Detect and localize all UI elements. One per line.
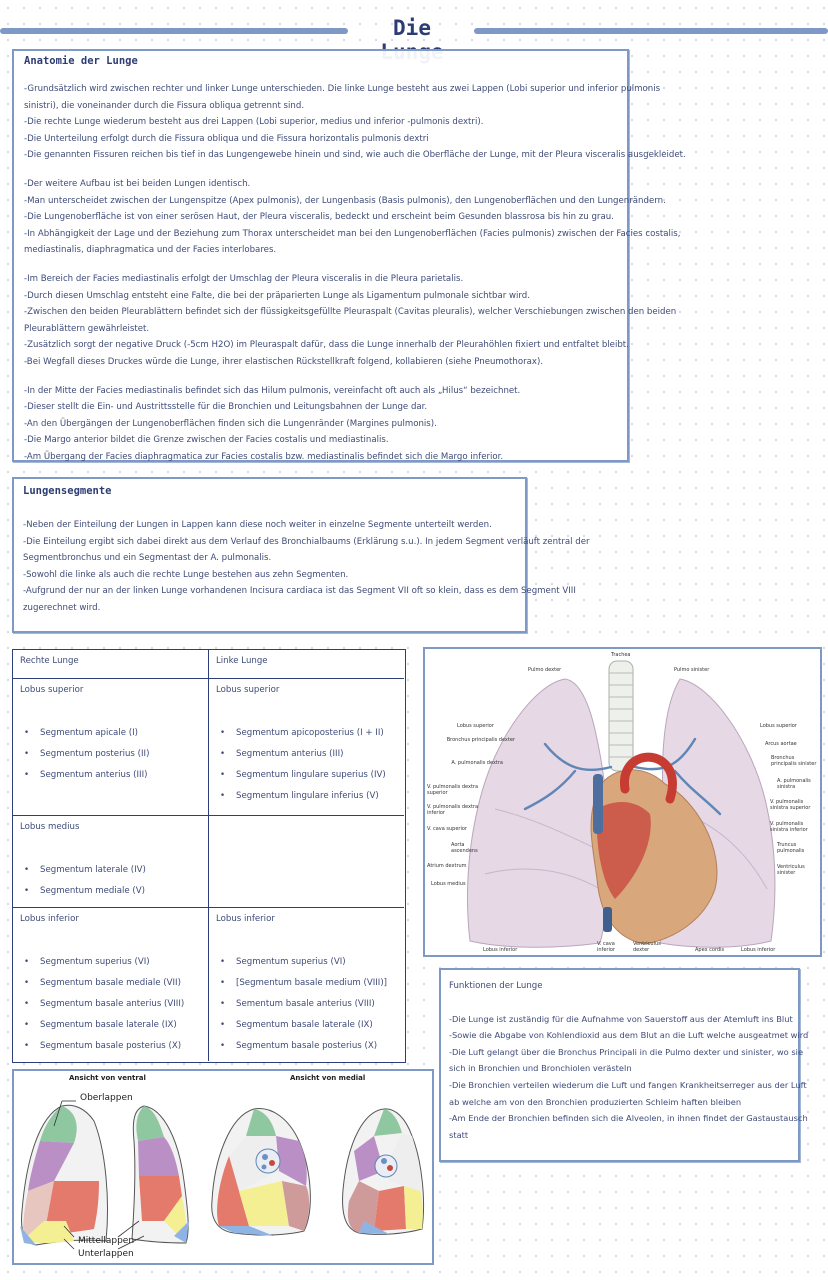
text-line: -Die Bronchien verteilen wiederum die Luft und fangen Krankheitserreger aus der Luft xyxy=(449,1079,807,1090)
list-item: • Segmentum basale laterale (IX) xyxy=(216,1015,397,1036)
segmente-box xyxy=(12,477,590,633)
lung-illustration xyxy=(425,649,820,955)
text-line: -Man unterscheidet zwischen der Lungenspitze (Apex pulmonis), der Lungenbasis (Basis pulmonis), den Lungenoberflächen und den Lungenrändern. xyxy=(24,195,666,206)
label-v-pulm-sinistra-sup: V. pulmonalis sinistra superior xyxy=(770,799,811,811)
label-lobus-inferior-l: Lobus inferior xyxy=(741,947,776,953)
list-item: • Segmentum apicoposterius (I + II) xyxy=(216,723,397,744)
list-item: • Segmentum basale mediale (VII) xyxy=(20,973,201,994)
list-item: • Segmentum superius (VI) xyxy=(216,952,397,973)
segment-list xyxy=(20,860,201,902)
segment-list xyxy=(216,952,397,1057)
label-v-pulm-dextra-sup: V. pulmonalis dextra superior xyxy=(427,784,479,796)
list-item: • Segmentum anterius (III) xyxy=(216,744,397,765)
medial-view-title: Ansicht von medial xyxy=(290,1074,366,1082)
label-aorta-asc: Aorta ascendens xyxy=(451,842,478,854)
label-bronchus-dexter: Bronchus principalis dexter xyxy=(446,737,515,743)
lobe-title: Lobus superior xyxy=(20,685,84,695)
label-pulmo-dexter: Pulmo dexter xyxy=(528,667,562,673)
segment-illustration xyxy=(14,1071,432,1263)
text-line: Pleurablättern gewährleistet. xyxy=(24,323,150,334)
text-line: -Die Luft gelangt über die Bronchus Principali in die Pulmo dexter und sinister, wo sie xyxy=(449,1046,804,1057)
text-line: -Die Lungenoberfläche ist von einer serösen Haut, der Pleura visceralis, bedeckt und erscheint beim Gesunden blassrosa bis hin zu grau. xyxy=(24,212,614,223)
label-arcus-aortae: Arcus aortae xyxy=(765,741,797,747)
list-item: • Segmentum basale laterale (IX) xyxy=(20,1015,201,1036)
label-apex-cordis: Apex cordis xyxy=(695,947,725,953)
segmente-heading: Lungensegmente xyxy=(23,485,112,497)
segment-list xyxy=(20,723,201,786)
text-line: -Dieser stellt die Ein- und Austrittsstelle für die Bronchien und Leitungsbahnen der Lunge dar. xyxy=(24,402,428,413)
lobe-title: Lobus inferior xyxy=(216,914,275,924)
label-a-pulm-sinistra: A. pulmonalis sinistra xyxy=(777,778,811,790)
list-item: • [Segmentum basale medium (VIII)] xyxy=(216,973,397,994)
label-oberlappen: Oberlappen xyxy=(80,1093,133,1103)
text-line: -Die Unterteilung erfolgt durch die Fissura obliqua und die Fissura horizontalis pulmonis dextri xyxy=(24,133,429,144)
list-item: • Segmentum basale posterius (X) xyxy=(20,1036,201,1057)
text-line: -In der Mitte der Facies mediastinalis befindet sich das Hilum pulmonis, vereinfacht oft auch als „Hilus“ bezeichnet. xyxy=(24,385,521,396)
text-line: statt xyxy=(449,1129,469,1140)
table-cell-right-inferior xyxy=(13,908,209,1061)
title-divider-right xyxy=(474,28,828,34)
list-item: • Segmentum basale anterius (VIII) xyxy=(20,994,201,1015)
text-line: -Die Margo anterior bildet die Grenze zwischen der Facies costalis und mediastinalis. xyxy=(24,435,389,446)
text-line: ab welche am von den Bronchien produzierten Schleim haften bleiben xyxy=(449,1096,742,1107)
anatomie-paragraph xyxy=(24,383,617,466)
list-item: • Segmentum anterius (III) xyxy=(20,765,201,786)
funktionen-heading: Funktionen der Lunge xyxy=(449,981,543,991)
text-line: -In Abhängigkeit der Lage und der Beziehung zum Thorax unterscheidet man bei den Lungenoberflächen (Facies pulmonis) zwischen der Facies costalis, xyxy=(24,228,681,239)
text-line: -Bei Wegfall dieses Druckes würde die Lunge, ihrer elastischen Rückstellkraft folgend, kollabieren (siehe Pneumothorax). xyxy=(24,356,544,367)
ventral-view-title: Ansicht von ventral xyxy=(69,1074,146,1082)
list-item: • Segmentum mediale (V) xyxy=(20,881,201,902)
page-title: Die xyxy=(393,16,431,40)
table-cell-left-empty xyxy=(209,816,404,908)
label-v-pulm-dextra-inf: V. pulmonalis dextra inferior xyxy=(427,804,479,816)
table-cell-right-medius xyxy=(13,816,209,908)
text-line: -Aufgrund der nur an der linken Lunge vorhandenen Incisura cardiaca ist das Segment VII oft so klein, dass es dem Segment VIII xyxy=(23,586,576,597)
text-line: -Grundsätzlich wird zwischen rechter und linker Lunge unterschieden. Die linke Lunge besteht aus zwei Lappen (Lobi superior und inferior pulmonis xyxy=(24,84,661,94)
text-line: -Die rechte Lunge wiederum besteht aus drei Lappen (Lobi superior, medius und inferior -pulmonis dextri). xyxy=(24,117,484,128)
text-line: -Die genannten Fissuren reichen bis tief in das Lungengewebe hinein und sind, wie auch die Oberfläche der Lunge, mit der Pleura visceralis ausgekleidet. xyxy=(24,150,686,161)
segment-table xyxy=(12,649,406,1063)
text-line: -Sowie die Abgabe von Kohlendioxid aus dem Blut an die Luft welche ausgeatmet wird xyxy=(449,1030,809,1041)
label-lobus-superior-l: Lobus superior xyxy=(760,723,797,729)
text-line: -Der weitere Aufbau ist bei beiden Lungen identisch. xyxy=(24,178,251,189)
segment-list xyxy=(20,952,201,1057)
label-lobus-superior-r: Lobus superior xyxy=(457,723,494,729)
table-header-left xyxy=(209,650,404,679)
label-truncus-pulm: Truncus pulmonalis xyxy=(777,842,805,854)
label-trachea: Trachea xyxy=(611,652,631,658)
list-item: • Segmentum laterale (IV) xyxy=(20,860,201,881)
anatomie-box xyxy=(12,49,686,462)
text-line: -Im Bereich der Facies mediastinalis erfolgt der Umschlag der Pleura visceralis in die Pleura parietalis. xyxy=(24,273,464,284)
text-line: -Am Ende der Bronchien befinden sich die Alveolen, in ihnen findet der Gastaustausch xyxy=(449,1113,808,1124)
label-pulmo-sinister: Pulmo sinister xyxy=(674,667,710,673)
table-cell-left-inferior xyxy=(209,908,404,1061)
text-line: -Zwischen den beiden Pleurablättern befindet sich der flüssigkeitsgefüllte Pleuraspalt (Cavitas pleuralis), welcher Verschiebungen zwischen den beiden xyxy=(24,307,677,318)
text-line: -Zusätzlich sorgt der negative Druck (-5cm H2O) im Pleuraspalt dafür, dass die Lunge innerhalb der Pleurahöhlen fixiert und entfaltet bleibt. xyxy=(24,340,629,351)
label-ventriculus-dexter: Ventriculus dexter xyxy=(633,941,661,953)
label-v-cava-sup: V. cava superior xyxy=(427,826,467,832)
label-atrium-dextrum: Atrium dextrum xyxy=(427,863,467,869)
text-line: mediastinalis, diaphragmatica und der Facies interlobares. xyxy=(24,245,277,256)
label-a-pulm-dextra: A. pulmonalis dextra xyxy=(451,760,503,766)
anatomie-paragraph xyxy=(24,81,686,164)
text-line: -Sowohl die linke als auch die rechte Lunge bestehen aus zehn Segmenten. xyxy=(23,569,349,580)
table-header-label: Rechte Lunge xyxy=(20,656,79,666)
text-line: Segmentbronchus und ein Segmentast der A. pulmonalis. xyxy=(23,553,272,564)
anatomie-heading: Anatomie der Lunge xyxy=(24,55,138,67)
list-item: • Segmentum superius (VI) xyxy=(20,952,201,973)
text-line: sich in Bronchien und Bronchiolen verästeln xyxy=(449,1063,632,1074)
label-lobus-medius: Lobus medius xyxy=(431,881,466,887)
label-unterlappen: Unterlappen xyxy=(78,1249,134,1259)
lobe-title: Lobus medius xyxy=(20,822,80,832)
label-mittellappen: Mittellappen xyxy=(78,1236,135,1246)
lung-anatomy-figure xyxy=(423,647,822,957)
list-item: • Sementum basale anterius (VIII) xyxy=(216,994,397,1015)
anatomie-paragraph xyxy=(24,176,681,259)
text-line: -Die Einteilung ergibt sich dabei direkt aus dem Verlauf des Bronchialbaums (Erklärung s.u.). In jedem Segment verläuft zentral der xyxy=(23,536,590,547)
lobe-title: Lobus inferior xyxy=(20,914,79,924)
label-v-pulm-sinistra-inf: V. pulmonalis sinistra inferior xyxy=(770,821,808,833)
text-line: -Durch diesen Umschlag entsteht eine Falte, die bei der präparierten Lunge als Ligamentum pulmonale sichtbar wird. xyxy=(24,290,530,301)
funktionen-box xyxy=(439,968,809,1162)
table-header-right xyxy=(13,650,209,679)
text-line: -Am Übergang der Facies diaphragmatica zur Facies costalis bzw. mediastinalis befindet sich die Margo inferior. xyxy=(24,451,504,462)
text-line: -Neben der Einteilung der Lungen in Lappen kann diese noch weiter in einzelne Segmente unterteilt werden. xyxy=(23,520,492,530)
anatomie-paragraph xyxy=(24,271,677,371)
table-cell-right-superior xyxy=(13,679,209,816)
list-item: • Segmentum basale posterius (X) xyxy=(216,1036,397,1057)
text-line: -An den Übergängen der Lungenoberflächen finden sich die Lungenränder (Margines pulmonis). xyxy=(24,418,437,429)
label-bronchus-sinister: Bronchus principalis sinister xyxy=(771,755,817,767)
list-item: • Segmentum posterius (II) xyxy=(20,744,201,765)
segment-figure xyxy=(12,1069,434,1265)
list-item: • Segmentum lingulare superius (IV) xyxy=(216,765,397,786)
label-v-cava-inf: V. cava inferior xyxy=(597,941,615,953)
label-lobus-inferior-r: Lobus inferior xyxy=(483,947,518,953)
table-header-label: Linke Lunge xyxy=(216,656,268,666)
list-item: • Segmentum apicale (I) xyxy=(20,723,201,744)
text-line: sinistri), die voneinander durch die Fissura obliqua getrennt sind. xyxy=(24,100,305,111)
lobe-title: Lobus superior xyxy=(216,685,280,695)
table-cell-left-superior xyxy=(209,679,404,816)
title-bar xyxy=(0,18,828,44)
text-line: zugerechnet wird. xyxy=(23,602,101,613)
segment-list xyxy=(216,723,397,807)
label-ventriculus-sinister: Ventriculus sinister xyxy=(777,864,805,876)
text-line: -Die Lunge ist zuständig für die Aufnahme von Sauerstoff aus der Atemluft ins Blut xyxy=(449,1013,793,1024)
list-item: • Segmentum lingulare inferius (V) xyxy=(216,786,397,807)
title-divider-left xyxy=(0,28,348,34)
